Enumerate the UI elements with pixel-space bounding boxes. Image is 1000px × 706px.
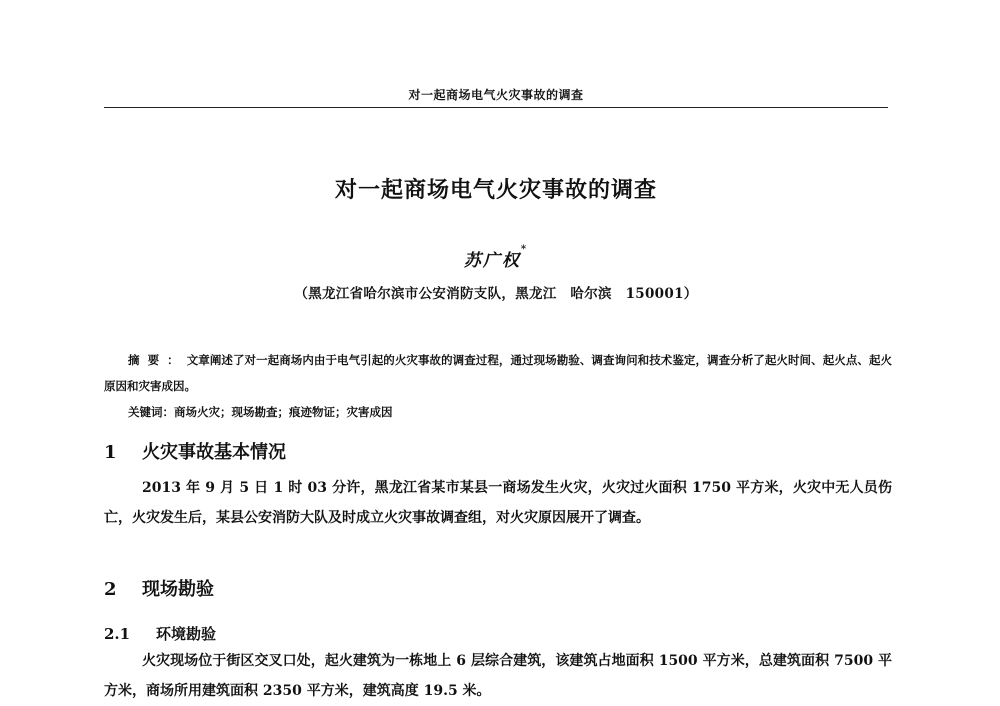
abstract xyxy=(104,347,892,399)
section-heading-1 xyxy=(104,438,286,464)
section-heading-2 xyxy=(104,575,214,601)
section-number: 2 xyxy=(104,579,117,600)
abstract-label: 摘要： xyxy=(128,353,187,367)
section-number: 1 xyxy=(104,442,117,463)
paper-title: 对一起商场电气火灾事故的调查 xyxy=(334,177,657,203)
section-1-paragraph: 2013 年 9 月 5 日 1 时 03 分许，黑龙江省某市某县一商场发生火灾，火灾过火面积 1750 平方米，火灾中无人员伤亡，火灾发生后，某县公安消防大队及时成立火灾事故调查组，对火灾原因展开了调查。 xyxy=(104,480,892,526)
subsection-heading-2-1 xyxy=(104,623,216,644)
keywords-text: 商场火灾；现场勘查；痕迹物证；灾害成因 xyxy=(174,405,393,419)
running-header: 对一起商场电气火灾事故的调查 xyxy=(408,88,584,102)
header-rule xyxy=(104,107,888,108)
author-line xyxy=(104,246,888,271)
author-name: 苏广权 xyxy=(463,251,521,271)
section-title: 火灾事故基本情况 xyxy=(142,442,286,463)
keywords-label: 关键词： xyxy=(128,405,174,419)
keywords xyxy=(128,399,888,425)
subsection-title: 环境勘验 xyxy=(156,625,217,643)
author-footnote-mark: * xyxy=(520,244,529,255)
subsection-2-1-paragraph: 火灾现场位于街区交叉口处，起火建筑为一栋地上 6 层综合建筑，该建筑占地面积 1500 平方米，总建筑面积 7500 平方米，商场所用建筑面积 2350 平方米，建筑高度 19.5 米。 xyxy=(104,653,892,699)
abstract-text: 文章阐述了对一起商场内由于电气引起的火灾事故的调查过程，通过现场勘验、调查询问和技术鉴定，调查分析了起火时间、起火点、起火原因和灾害成因。 xyxy=(104,353,893,393)
author-affiliation: （黑龙江省哈尔滨市公安消防支队，黑龙江 哈尔滨 150001） xyxy=(294,286,698,302)
subsection-number: 2.1 xyxy=(104,625,131,643)
section-title: 现场勘验 xyxy=(142,579,214,600)
